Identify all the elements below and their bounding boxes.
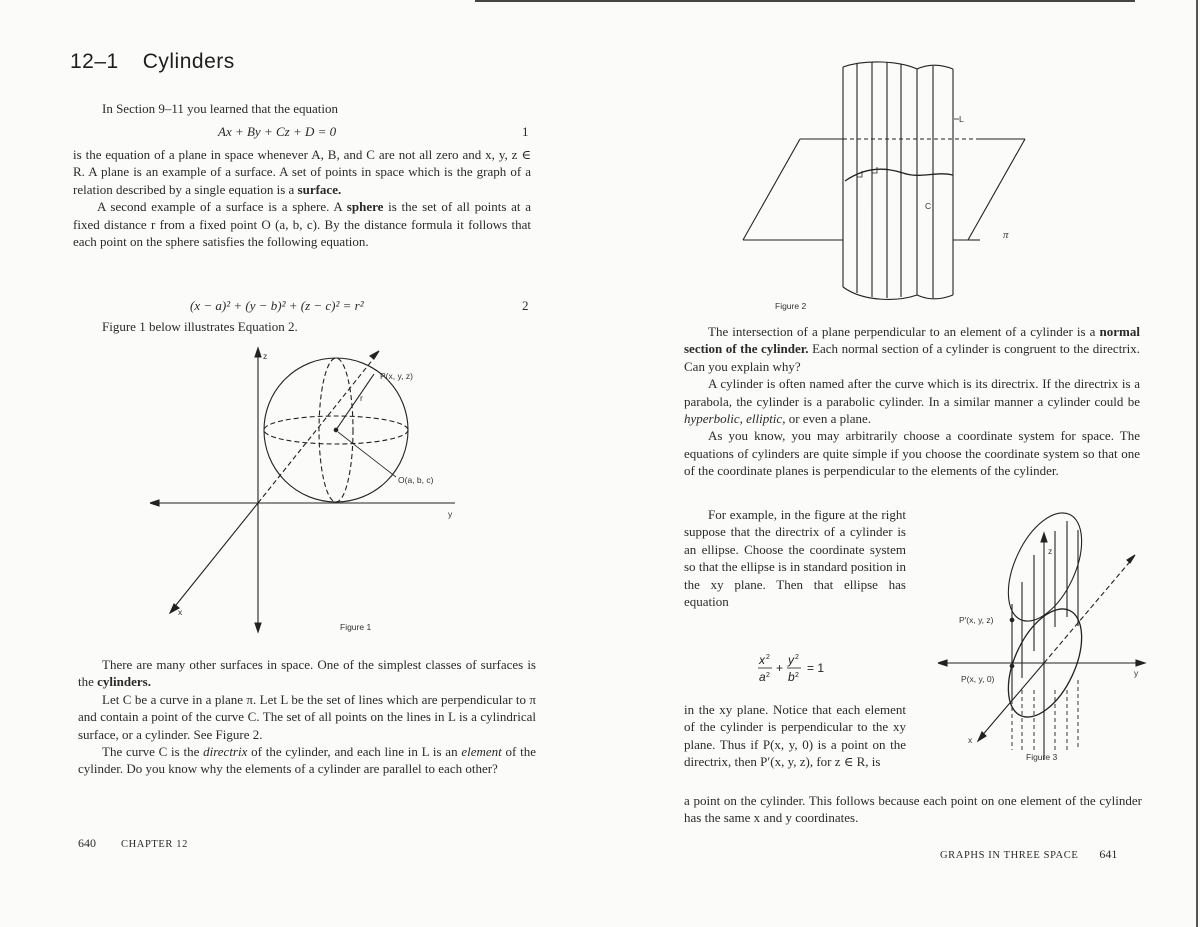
paragraph-surfaces-text: There are many other surfaces in space. One of the simplest classes of surfaces is the [78,657,536,690]
z-axis-arrow [1041,533,1047,542]
z-axis-arrow [255,348,261,357]
left-paragraphs-top [73,146,531,250]
section-number: 12–1 [70,50,119,73]
figure-1-label-r: r [360,393,363,403]
term-sphere: sphere [346,199,384,215]
paragraph-xy-plane [684,701,906,771]
paragraph-cylinder-def: Let C be a curve in a plane π. Let L be the set of lines which are perpendicular to π and contain a point of the curve C. The set of all points on the lines in L is a cylindrical surface, or a cylinder. See Figure 2. [78,691,536,742]
paragraph-coordinates: As you know, you may arbitrarily choose a coordinate system for space. The equations of cylinders are quite simple if you choose the coordinate system so that one of the coordinate planes is perpendicular to the elements of the cylinder. [684,428,1140,479]
cylinder-top-curve [843,62,953,69]
figure-3-label-P-prime: P′(x, y, z) [959,615,994,625]
term-normal-section: normal section of the cylinder. [684,324,1140,357]
paragraph-example-text: For example, in the figure at the right suppose that the directrix of a cylinder is an ellipse. Choose the coordinate system so that the ellipse is in standard position in the xy plane. Then that ellipse has equation [684,507,906,610]
paragraph-conclusion-text: a point on the cylinder. This follows because each point on one element of the cylinder has the same x and y coordinates. [684,793,1142,826]
svg-text:2: 2 [766,672,770,679]
paragraph-normal-section [684,323,1140,375]
figure-2-label-pi: π [1003,229,1009,241]
equation-1-number: 1 [522,124,529,139]
section-heading [70,50,235,74]
equation-ellipse-rendering [755,650,845,690]
z-axis-bottom-arrow [255,623,261,632]
directrix-curve [845,169,953,181]
paragraph-sphere [73,198,531,250]
figure-1-sphere-diagram [150,345,470,645]
figure-3-label-P: P(x, y, 0) [961,674,995,684]
figure-1-intro [78,318,533,335]
x-axis-arrow [978,732,986,741]
paragraph-example [684,506,906,610]
paragraph-naming-text-b: or even a plane. [785,411,871,427]
intro-line [78,100,533,117]
cylinder-bottom-curve [843,287,953,299]
equation-2-number: 2 [522,298,529,313]
center-point [334,428,338,432]
paragraph-naming [684,375,1140,427]
paragraph-conclusion [684,792,1142,827]
x-axis-dashed [1044,558,1133,663]
figure-2-label-C: C [925,201,932,211]
paragraph-normal-section-text-b: Each normal section of a cylinder is congruent to the directrix. Can you explain why? [684,341,1141,374]
figure-3-label-y: y [1134,668,1139,678]
svg-text:= 1: = 1 [807,661,825,675]
left-paragraphs-bottom [78,656,536,778]
svg-text:+: + [776,661,784,675]
paragraph-xy-plane-text: in the xy plane. Notice that each element of the cylinder is perpendicular to the xy plane. Thus if P(x, y, 0) is a point on the directrix, then P′(x, y, z), for z ∈ R, is [684,702,906,770]
equation-2: (x − a)² + (y − b)² + (z − c)² = r² [190,298,364,313]
svg-text:2: 2 [795,672,799,679]
paragraph-surfaces [78,656,536,691]
right-running-head: GRAPHS IN THREE SPACE [940,850,1079,861]
center-pointer [338,432,396,477]
svg-text:2: 2 [795,654,799,661]
figure-3-label-x: x [968,735,973,745]
paragraph-sphere-text-a: A second example of a surface is a sphere. A [97,199,347,215]
right-paragraphs-top [684,323,1140,480]
right-page-number: 641 [1099,847,1118,861]
paragraph-normal-section-text-a: The intersection of a plane perpendicular to an element of a cylinder is a [708,324,1100,339]
equation-1: Ax + By + Cz + D = 0 [218,124,337,139]
svg-text:y: y [788,653,794,667]
paragraph-directrix-text-a: The curve C is the [102,744,204,760]
figure-1-label-z: z [263,351,268,361]
paragraph-directrix-text-c: of the cylinder. Do you know why the elements of a cylinder are parallel to each other? [78,744,536,777]
term-hyperbolic-elliptic: hyperbolic, elliptic, [684,411,786,427]
term-element: element [461,744,502,760]
term-cylinders: cylinders. [97,674,151,690]
y-axis-left-arrow [150,500,159,506]
page-top-edge [475,0,1135,2]
section-title: Cylinders [142,50,235,73]
paragraph-plane-text: is the equation of a plane in space whenever A, B, and C are not all zero and x, y, z ∈ R. A plane is an example of a surface. A set of points in space which is the graph of a relation described by a single equation is a [73,147,531,197]
x-axis-top-arrow [1127,555,1135,563]
x-axis-top-arrow [370,351,379,359]
y-axis-left-arrow [938,660,947,666]
figure-2-cylinder-plane [735,55,1035,315]
plane-edge-right [968,139,1025,240]
figure-3-elliptic-cylinder [938,500,1148,770]
figure-1-caption: Figure 1 [340,622,372,632]
figure-3-caption: Figure 3 [1026,752,1058,762]
figure-2-caption: Figure 2 [775,301,807,311]
figure-1-label-P: P(x, y, z) [380,371,413,381]
left-footer [78,836,188,851]
term-surface: surface. [297,181,342,197]
paragraph-naming-text-a: A cylinder is often named after the curve which is its directrix. If the directrix is a parabola, the cylinder is a parabolic cylinder. In a similar manner a cylinder could be [684,376,1140,409]
paragraph-sphere-text-b: is the set of all points at a fixed distance r from a fixed point O (a, b, c). By the distance formula it follows that each point on the sphere satisfies the following equation. [73,199,531,250]
point-P-prime [1010,618,1014,622]
term-directrix: directrix [203,744,248,760]
page-right-edge [1196,0,1198,927]
x-axis [172,503,258,610]
plane-edge-left [743,139,800,240]
y-axis-right-arrow [1136,660,1145,666]
figure-1-label-x: x [178,607,183,617]
paragraph-plane [73,146,531,198]
x-axis-dashed [258,353,378,503]
intro-text: In Section 9–11 you learned that the equation [102,101,338,116]
figure-1-intro-text: Figure 1 below illustrates Equation 2. [102,319,298,334]
svg-text:x: x [759,653,765,667]
point-P [1010,664,1014,668]
svg-text:a: a [759,670,766,684]
paragraph-directrix [78,743,536,778]
left-page-number: 640 [78,836,96,850]
paragraph-directrix-text-b: of the cylinder, and each line in L is an [247,744,462,760]
cylinder-top-ellipse [993,502,1096,632]
figure-3-label-z: z [1048,546,1053,556]
figure-1-label-O: O(a, b, c) [398,475,434,485]
figure-1-label-y: y [448,509,453,519]
right-footer [940,847,1117,862]
svg-text:2: 2 [766,654,770,661]
svg-text:b: b [788,670,795,684]
left-running-head: CHAPTER 12 [121,839,188,850]
figure-2-label-L: L [959,114,964,124]
